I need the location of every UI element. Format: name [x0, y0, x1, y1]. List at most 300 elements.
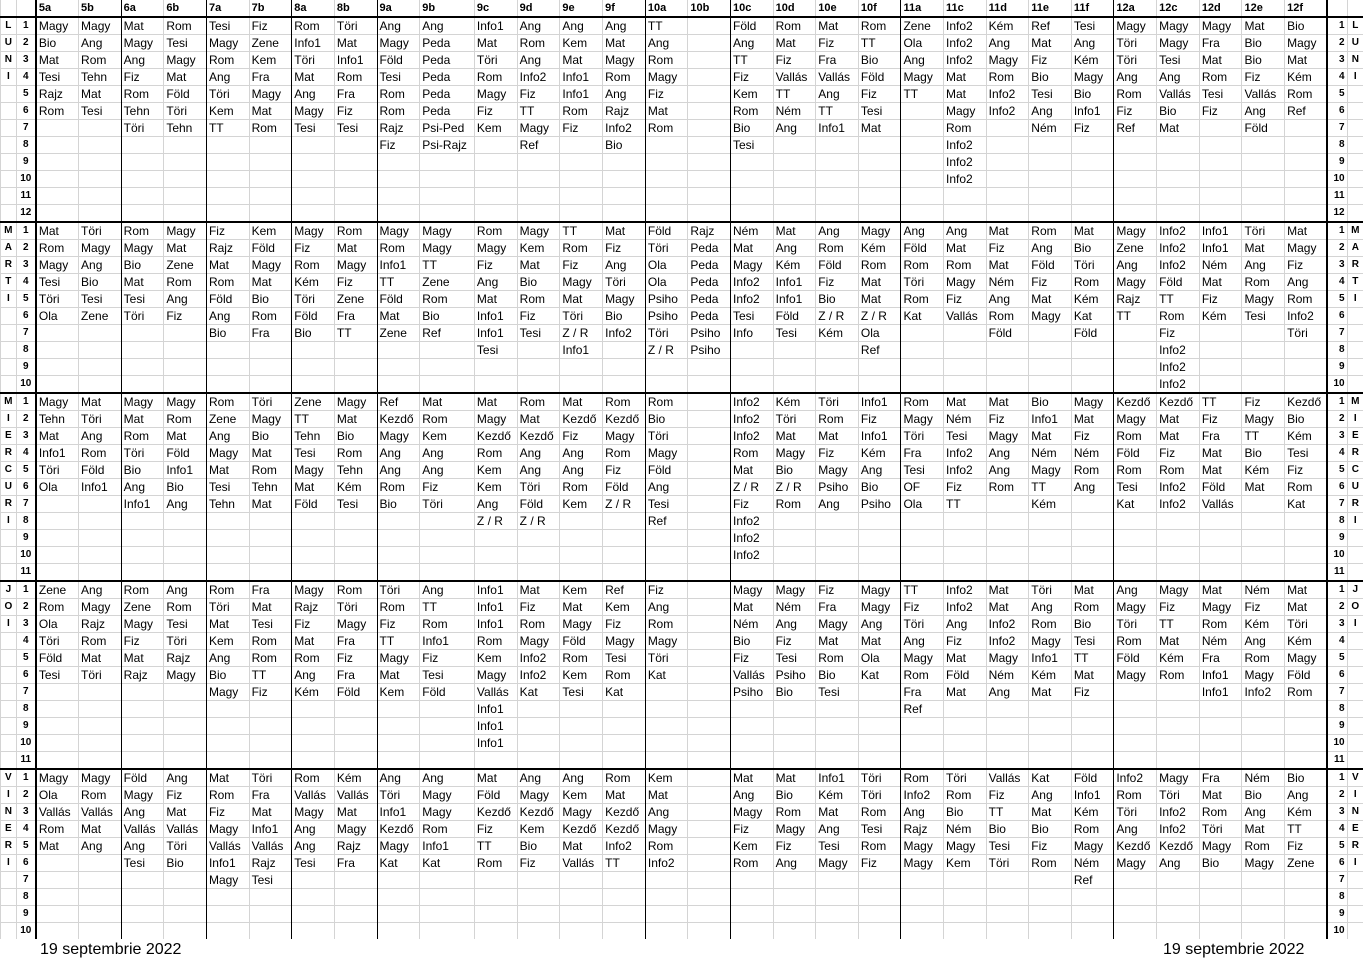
day-letter-left: R	[1, 445, 17, 462]
class-header-11e: 11e	[1029, 0, 1072, 17]
subject-cell: Tesi	[816, 684, 859, 701]
subject-cell	[1029, 701, 1072, 718]
subject-cell: Info1	[1199, 240, 1242, 257]
subject-cell: Fiz	[1157, 445, 1200, 462]
subject-cell: Rom	[377, 240, 420, 257]
class-header-9b: 9b	[420, 0, 475, 17]
subject-cell	[474, 137, 517, 154]
period-row	[1, 650, 1363, 667]
subject-cell: Bio	[603, 137, 646, 154]
subject-cell	[517, 889, 560, 906]
subject-cell: Mat	[773, 428, 816, 445]
class-header-12e: 12e	[1242, 0, 1285, 17]
period-number-left: 6	[16, 667, 36, 684]
subject-cell: Magy	[603, 428, 646, 445]
subject-cell	[121, 154, 164, 171]
subject-cell	[121, 530, 164, 547]
subject-cell: Rom	[1114, 462, 1157, 479]
subject-cell: Föld	[901, 240, 944, 257]
subject-cell	[688, 137, 731, 154]
subject-cell: Kem	[645, 769, 688, 787]
period-number-right: 5	[1327, 838, 1347, 855]
subject-cell	[688, 769, 731, 787]
subject-cell: Töri	[334, 599, 377, 616]
subject-cell: Magy	[517, 787, 560, 804]
subject-cell: Info2	[1157, 359, 1200, 376]
subject-cell	[1285, 342, 1328, 359]
subject-cell: Fiz	[730, 821, 773, 838]
subject-cell	[688, 684, 731, 701]
subject-cell	[986, 889, 1029, 906]
subject-cell	[688, 581, 731, 599]
subject-cell: Info1	[1199, 684, 1242, 701]
subject-cell: Magy	[292, 462, 335, 479]
subject-cell	[377, 530, 420, 547]
period-row	[1, 513, 1363, 530]
subject-cell	[603, 564, 646, 582]
subject-cell	[121, 325, 164, 342]
subject-cell: Ang	[1157, 69, 1200, 86]
subject-cell: Mat	[1199, 274, 1242, 291]
subject-cell: Psi-Ped	[420, 120, 475, 137]
subject-cell: Bio	[1071, 240, 1114, 257]
period-row	[1, 906, 1363, 923]
subject-cell: Magy	[1071, 69, 1114, 86]
subject-cell: Ang	[292, 667, 335, 684]
day-letter-right	[1347, 86, 1363, 103]
subject-cell	[858, 923, 901, 940]
subject-cell: Magy	[944, 274, 987, 291]
period-row	[1, 274, 1363, 291]
subject-cell: Magy	[249, 411, 292, 428]
subject-cell	[986, 718, 1029, 735]
subject-cell	[688, 787, 731, 804]
subject-cell: Rajz	[334, 838, 377, 855]
subject-cell: Ang	[816, 86, 859, 103]
day-letter-right	[1347, 684, 1363, 701]
subject-cell: Föld	[377, 291, 420, 308]
subject-cell: Kem	[730, 838, 773, 855]
period-row	[1, 137, 1363, 154]
subject-cell: Zene	[334, 291, 377, 308]
day-letter-right: E	[1347, 821, 1363, 838]
subject-cell: Tehn	[292, 428, 335, 445]
subject-cell: Mat	[292, 69, 335, 86]
subject-cell: Fra	[249, 69, 292, 86]
subject-cell	[645, 154, 688, 171]
subject-cell	[517, 701, 560, 718]
subject-cell	[420, 359, 475, 376]
subject-cell	[377, 889, 420, 906]
subject-cell: Kém	[816, 787, 859, 804]
subject-cell: Fiz	[1285, 257, 1328, 274]
subject-cell: Tesi	[1071, 633, 1114, 650]
subject-cell: Info2	[730, 547, 773, 564]
subject-cell: Fiz	[1199, 103, 1242, 120]
subject-cell	[121, 735, 164, 752]
subject-cell	[603, 906, 646, 923]
subject-cell: Rom	[816, 650, 859, 667]
subject-cell: Ang	[206, 308, 249, 325]
subject-cell	[688, 154, 731, 171]
period-number-left: 6	[16, 103, 36, 120]
day-letter-right: R	[1347, 445, 1363, 462]
subject-cell: Mat	[206, 769, 249, 787]
subject-cell: Bio	[517, 274, 560, 291]
subject-cell	[377, 205, 420, 223]
subject-cell: Tesi	[334, 496, 377, 513]
subject-cell: Fiz	[420, 650, 475, 667]
subject-cell: Mat	[603, 35, 646, 52]
day-letter-left	[1, 171, 17, 188]
subject-cell	[901, 752, 944, 770]
subject-cell	[164, 530, 207, 547]
subject-cell	[688, 923, 731, 940]
subject-cell: Info1	[1071, 103, 1114, 120]
subject-cell	[858, 872, 901, 889]
period-row	[1, 52, 1363, 69]
subject-cell: Töri	[1199, 821, 1242, 838]
subject-cell	[334, 342, 377, 359]
subject-cell: Fiz	[1157, 325, 1200, 342]
period-number-left: 2	[16, 240, 36, 257]
subject-cell	[688, 633, 731, 650]
period-row	[1, 240, 1363, 257]
subject-cell: Info2	[730, 274, 773, 291]
subject-cell: Rom	[249, 633, 292, 650]
period-number-left: 6	[16, 855, 36, 872]
subject-cell: Info2	[1157, 496, 1200, 513]
subject-cell	[79, 701, 122, 718]
subject-cell: Fra	[334, 308, 377, 325]
subject-cell	[79, 137, 122, 154]
subject-cell	[79, 923, 122, 940]
subject-cell: Ang	[773, 120, 816, 137]
subject-cell: Rom	[986, 69, 1029, 86]
subject-cell: Rom	[1242, 650, 1285, 667]
subject-cell	[206, 923, 249, 940]
subject-cell: Rom	[1157, 308, 1200, 325]
subject-cell: Bio	[773, 684, 816, 701]
subject-cell	[377, 735, 420, 752]
subject-cell	[377, 154, 420, 171]
subject-cell: Ang	[603, 86, 646, 103]
subject-cell	[249, 718, 292, 735]
subject-cell: Rom	[1071, 462, 1114, 479]
subject-cell: Mat	[1029, 804, 1072, 821]
subject-cell: Magy	[334, 616, 377, 633]
subject-cell: TT	[1242, 428, 1285, 445]
subject-cell	[1285, 171, 1328, 188]
subject-cell	[901, 103, 944, 120]
subject-cell	[603, 376, 646, 394]
subject-cell: Föld	[1071, 325, 1114, 342]
subject-cell: Mat	[986, 599, 1029, 616]
subject-cell: Tesi	[474, 342, 517, 359]
subject-cell: Töri	[377, 581, 420, 599]
subject-cell: Töri	[164, 633, 207, 650]
subject-cell: Info2	[944, 17, 987, 35]
period-number-left: 8	[16, 342, 36, 359]
subject-cell: Kat	[420, 855, 475, 872]
subject-cell: Ném	[1071, 855, 1114, 872]
subject-cell	[901, 205, 944, 223]
subject-cell: Fiz	[377, 616, 420, 633]
period-number-left: 3	[16, 428, 36, 445]
subject-cell	[36, 325, 79, 342]
period-number-left: 2	[16, 35, 36, 52]
subject-cell	[858, 513, 901, 530]
subject-cell	[1242, 342, 1285, 359]
subject-cell	[560, 188, 603, 205]
period-number-right: 6	[1327, 855, 1347, 872]
subject-cell: Bio	[249, 291, 292, 308]
period-row	[1, 821, 1363, 838]
subject-cell: Töri	[79, 411, 122, 428]
subject-cell	[79, 154, 122, 171]
subject-cell	[249, 376, 292, 394]
subject-cell: Psiho	[688, 325, 731, 342]
period-row	[1, 428, 1363, 445]
period-row	[1, 103, 1363, 120]
subject-cell	[1029, 530, 1072, 547]
subject-cell: Kezdő	[517, 804, 560, 821]
subject-cell	[688, 599, 731, 616]
subject-cell: Rajz	[249, 855, 292, 872]
period-number-left: 11	[16, 752, 36, 770]
subject-cell: Fiz	[1029, 274, 1072, 291]
subject-cell	[1285, 752, 1328, 770]
class-header-8a: 8a	[292, 0, 335, 17]
class-header-8b: 8b	[334, 0, 377, 17]
subject-cell	[164, 547, 207, 564]
subject-cell: Tesi	[36, 667, 79, 684]
subject-cell	[249, 547, 292, 564]
subject-cell: Ref	[901, 701, 944, 718]
subject-cell	[79, 120, 122, 137]
subject-cell: Mat	[249, 445, 292, 462]
subject-cell: Fiz	[517, 599, 560, 616]
subject-cell: Info1	[474, 599, 517, 616]
subject-cell	[1029, 188, 1072, 205]
period-number-left: 6	[16, 308, 36, 325]
subject-cell: Töri	[1242, 222, 1285, 240]
subject-cell: Mat	[816, 633, 859, 650]
subject-cell: Ang	[816, 821, 859, 838]
subject-cell: Mat	[1285, 599, 1328, 616]
subject-cell: Bio	[1199, 855, 1242, 872]
subject-cell	[773, 188, 816, 205]
subject-cell: Föld	[816, 257, 859, 274]
subject-cell: Info2	[645, 855, 688, 872]
subject-cell: Rom	[858, 838, 901, 855]
subject-cell	[1242, 359, 1285, 376]
subject-cell: Fiz	[944, 479, 987, 496]
subject-cell	[334, 889, 377, 906]
subject-cell: Rom	[292, 257, 335, 274]
period-number-right: 1	[1327, 581, 1347, 599]
subject-cell: Kezdő	[1157, 838, 1200, 855]
subject-cell: Ang	[645, 804, 688, 821]
subject-cell: Rom	[377, 86, 420, 103]
subject-cell	[858, 137, 901, 154]
subject-cell: Magy	[121, 35, 164, 52]
subject-cell: Ang	[773, 855, 816, 872]
subject-cell: Ang	[164, 581, 207, 599]
subject-cell: Vallás	[560, 855, 603, 872]
subject-cell	[1242, 906, 1285, 923]
subject-cell: Mat	[1029, 684, 1072, 701]
subject-cell: Kem	[517, 821, 560, 838]
day-letter-right	[1347, 872, 1363, 889]
subject-cell: Fiz	[121, 69, 164, 86]
subject-cell: Rom	[645, 52, 688, 69]
subject-cell: Kem	[249, 52, 292, 69]
subject-cell	[560, 564, 603, 582]
subject-cell: Magy	[377, 838, 420, 855]
subject-cell	[688, 650, 731, 667]
subject-cell: Bio	[773, 787, 816, 804]
subject-cell	[858, 752, 901, 770]
subject-cell: Rom	[858, 17, 901, 35]
subject-cell	[560, 701, 603, 718]
subject-cell	[79, 735, 122, 752]
subject-cell: Magy	[603, 633, 646, 650]
subject-cell: Rom	[901, 769, 944, 787]
class-header-11a: 11a	[901, 0, 944, 17]
subject-cell	[1029, 889, 1072, 906]
subject-cell	[1071, 530, 1114, 547]
subject-cell	[773, 205, 816, 223]
subject-cell	[121, 359, 164, 376]
subject-cell: Magy	[730, 257, 773, 274]
subject-cell: Info1	[474, 17, 517, 35]
subject-cell	[986, 906, 1029, 923]
period-number-right: 6	[1327, 667, 1347, 684]
subject-cell: Info1	[1071, 787, 1114, 804]
subject-cell: Tesi	[901, 462, 944, 479]
period-number-left: 1	[16, 581, 36, 599]
subject-cell: Ang	[292, 821, 335, 838]
subject-cell	[1071, 188, 1114, 205]
subject-cell: Ang	[164, 769, 207, 787]
subject-cell: Rom	[36, 821, 79, 838]
subject-cell: Magy	[121, 787, 164, 804]
subject-cell: Z / R	[730, 479, 773, 496]
subject-cell: Info2	[1242, 684, 1285, 701]
subject-cell: Rom	[944, 787, 987, 804]
subject-cell	[816, 718, 859, 735]
subject-cell: Föld	[164, 445, 207, 462]
subject-cell	[1071, 342, 1114, 359]
subject-cell	[206, 701, 249, 718]
subject-cell: Kezdő	[517, 428, 560, 445]
subject-cell: Rom	[474, 855, 517, 872]
subject-cell: Töri	[79, 222, 122, 240]
subject-cell: Fiz	[206, 222, 249, 240]
subject-cell: Rom	[1199, 69, 1242, 86]
day-letter-left	[1, 205, 17, 223]
subject-cell: Rom	[1285, 86, 1328, 103]
subject-cell: Vallás	[474, 684, 517, 701]
subject-cell	[816, 205, 859, 223]
footer-date-left: 19 septembrie 2022	[40, 941, 182, 958]
subject-cell: Mat	[164, 69, 207, 86]
subject-cell: Fiz	[1029, 52, 1072, 69]
subject-cell: Ang	[986, 684, 1029, 701]
subject-cell: Magy	[1071, 838, 1114, 855]
day-letter-right: I	[1347, 513, 1363, 530]
subject-cell: Info1	[121, 496, 164, 513]
subject-cell	[688, 701, 731, 718]
header-corner-right	[1327, 0, 1347, 17]
subject-cell: Z / R	[816, 308, 859, 325]
subject-cell	[688, 513, 731, 530]
subject-cell: Bio	[1071, 86, 1114, 103]
subject-cell	[944, 735, 987, 752]
subject-cell: Töri	[645, 240, 688, 257]
period-number-right: 7	[1327, 684, 1347, 701]
subject-cell: Mat	[36, 838, 79, 855]
subject-cell: Info2	[986, 633, 1029, 650]
subject-cell: Vallás	[986, 769, 1029, 787]
subject-cell	[420, 513, 475, 530]
subject-cell: Rom	[517, 393, 560, 411]
subject-cell: Peda	[688, 257, 731, 274]
subject-cell	[603, 547, 646, 564]
subject-cell	[730, 701, 773, 718]
period-number-right: 8	[1327, 342, 1347, 359]
subject-cell: Vallás	[816, 69, 859, 86]
subject-cell	[603, 718, 646, 735]
period-number-right: 10	[1327, 923, 1347, 940]
subject-cell	[773, 154, 816, 171]
subject-cell	[79, 359, 122, 376]
subject-cell: Mat	[121, 411, 164, 428]
subject-cell: Ang	[645, 599, 688, 616]
day-letter-right: O	[1347, 599, 1363, 616]
subject-cell	[1114, 376, 1157, 394]
subject-cell: Mat	[773, 222, 816, 240]
subject-cell	[292, 718, 335, 735]
subject-cell: Vallás	[1199, 496, 1242, 513]
subject-cell: Töri	[517, 479, 560, 496]
subject-cell: Mat	[121, 650, 164, 667]
subject-cell	[730, 923, 773, 940]
subject-cell: Rom	[1029, 855, 1072, 872]
subject-cell	[773, 171, 816, 188]
subject-cell	[645, 923, 688, 940]
subject-cell	[1199, 120, 1242, 137]
subject-cell: Fiz	[1157, 599, 1200, 616]
subject-cell: Mat	[1157, 411, 1200, 428]
period-number-right: 10	[1327, 735, 1347, 752]
subject-cell: Bio	[858, 479, 901, 496]
subject-cell	[1157, 718, 1200, 735]
subject-cell	[986, 872, 1029, 889]
subject-cell	[858, 188, 901, 205]
subject-cell: Info2	[1157, 240, 1200, 257]
subject-cell	[36, 564, 79, 582]
subject-cell	[560, 718, 603, 735]
subject-cell: Rom	[517, 616, 560, 633]
subject-cell	[164, 171, 207, 188]
subject-cell: Magy	[986, 428, 1029, 445]
subject-cell: Rom	[1199, 616, 1242, 633]
subject-cell: Magy	[1157, 769, 1200, 787]
period-row	[1, 308, 1363, 325]
period-number-right: 10	[1327, 376, 1347, 394]
